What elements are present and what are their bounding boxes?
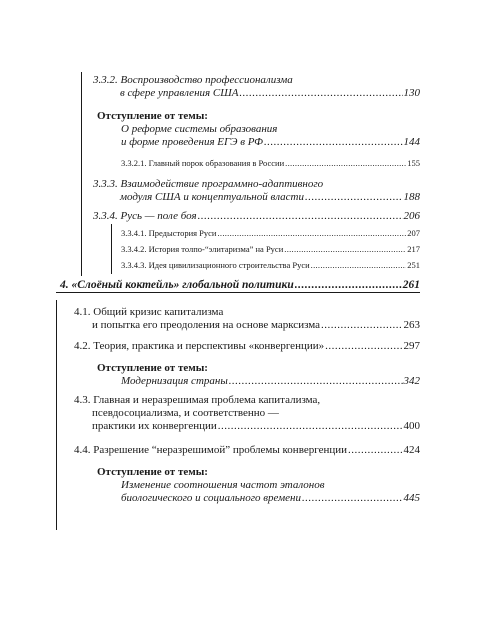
toc-entry-title: 4.2. Теория, практика и перспективы «конвергенции» bbox=[74, 340, 325, 352]
leader-dots bbox=[321, 319, 402, 332]
digression-title: Модернизация страны bbox=[121, 375, 228, 387]
toc-chapter-4[interactable] bbox=[60, 279, 420, 292]
leader-dots bbox=[264, 136, 402, 149]
toc-entry-title: 3.3.2. Воспроизводство профессионализма bbox=[93, 74, 293, 86]
toc-entry-title: 3.3.4.3. Идея цивилизационного строительства Руси bbox=[121, 260, 310, 270]
toc-entry-4-2[interactable] bbox=[74, 340, 420, 353]
page-number: 251 bbox=[407, 260, 420, 270]
toc-entry-title-cont: и попытка его преодоления на основе марксизма bbox=[92, 319, 321, 331]
digression-title: О реформе системы образования bbox=[121, 123, 278, 135]
digression-heading: Отступление от темы: bbox=[97, 466, 208, 478]
toc-entry-title-cont: практики их конвергенции bbox=[92, 420, 217, 432]
page-number: 130 bbox=[403, 87, 420, 99]
page-number: 207 bbox=[407, 228, 420, 238]
chapter-underline bbox=[56, 292, 420, 293]
toc-entry-title: 3.3.2.1. Главный порок образования в России bbox=[121, 158, 285, 168]
chapter-title: 4. «Слоёный коктейль» глобальной политики bbox=[60, 279, 294, 291]
leader-dots bbox=[218, 420, 403, 433]
section-rule-4 bbox=[56, 300, 57, 530]
toc-entry-title: 3.3.4. Русь — поле боя bbox=[93, 210, 197, 222]
page-number: 155 bbox=[407, 158, 420, 168]
toc-entry-4-1[interactable] bbox=[74, 306, 420, 332]
toc-entry-3-3-2-1[interactable] bbox=[121, 158, 420, 169]
digression-education[interactable] bbox=[93, 110, 420, 149]
toc-entry-3-3-4-2[interactable] bbox=[121, 244, 420, 255]
digression-title: Изменение соотношения частот эталонов bbox=[121, 479, 325, 491]
page-number: 261 bbox=[402, 279, 420, 291]
page-number: 424 bbox=[403, 444, 420, 456]
leader-dots bbox=[239, 87, 402, 100]
toc-entry-title: 3.3.3. Взаимодействие программно-адаптивного bbox=[93, 178, 324, 190]
leader-dots bbox=[305, 191, 402, 204]
toc-entry-3-3-4[interactable] bbox=[93, 210, 420, 223]
leader-dots bbox=[284, 244, 406, 255]
leader-dots bbox=[285, 158, 406, 169]
digression-modernization[interactable] bbox=[93, 362, 420, 388]
digression-heading: Отступление от темы: bbox=[97, 362, 208, 374]
toc-entry-title: 4.1. Общий кризис капитализма bbox=[74, 306, 224, 318]
page-number: 144 bbox=[403, 136, 420, 148]
leader-dots bbox=[325, 340, 402, 353]
toc-entry-3-3-4-3[interactable] bbox=[121, 260, 420, 271]
page-number: 263 bbox=[403, 319, 420, 331]
toc-entry-4-4[interactable] bbox=[74, 444, 420, 457]
page-number: 342 bbox=[403, 375, 420, 387]
toc-entry-3-3-3[interactable] bbox=[93, 178, 420, 204]
toc-entry-title: 3.3.4.2. История толпо-“элитаризма” на Руси bbox=[121, 244, 284, 254]
toc-entry-4-3[interactable] bbox=[74, 394, 420, 433]
page-number: 400 bbox=[403, 420, 420, 432]
digression-title-cont: биологического и социального времени bbox=[121, 492, 302, 504]
toc-entry-title-cont: в сфере управления США bbox=[120, 87, 239, 99]
toc-entry-3-3-2[interactable] bbox=[93, 74, 420, 100]
subsection-rule-334 bbox=[111, 224, 112, 274]
leader-dots bbox=[311, 260, 407, 271]
digression-heading: Отступление от темы: bbox=[97, 110, 208, 122]
page-number: 188 bbox=[403, 191, 420, 203]
toc-entry-title-cont: псевдосоциализма, и соответственно — bbox=[92, 407, 279, 419]
leader-dots bbox=[229, 375, 403, 388]
digression-title-cont: и форме проведения ЕГЭ в РФ bbox=[121, 136, 264, 148]
leader-dots bbox=[302, 492, 402, 505]
toc-entry-title-cont: модуля США и концептуальной власти bbox=[120, 191, 305, 203]
page-number: 217 bbox=[407, 244, 420, 254]
leader-dots bbox=[217, 228, 406, 239]
page-number: 297 bbox=[403, 340, 420, 352]
toc-entry-title: 4.4. Разрешение “неразрешимой” проблемы конвергенции bbox=[74, 444, 347, 456]
leader-dots bbox=[198, 210, 403, 223]
toc-entry-3-3-4-1[interactable] bbox=[121, 228, 420, 239]
leader-dots bbox=[348, 444, 403, 457]
toc-entry-title: 3.3.4.1. Предыстория Руси bbox=[121, 228, 217, 238]
page-number: 445 bbox=[403, 492, 420, 504]
section-rule-3 bbox=[81, 72, 82, 276]
toc-entry-title: 4.3. Главная и неразрешимая проблема капитализма, bbox=[74, 394, 321, 406]
leader-dots bbox=[295, 279, 402, 292]
digression-time-frequencies[interactable] bbox=[93, 466, 420, 505]
page-number: 206 bbox=[403, 210, 420, 222]
